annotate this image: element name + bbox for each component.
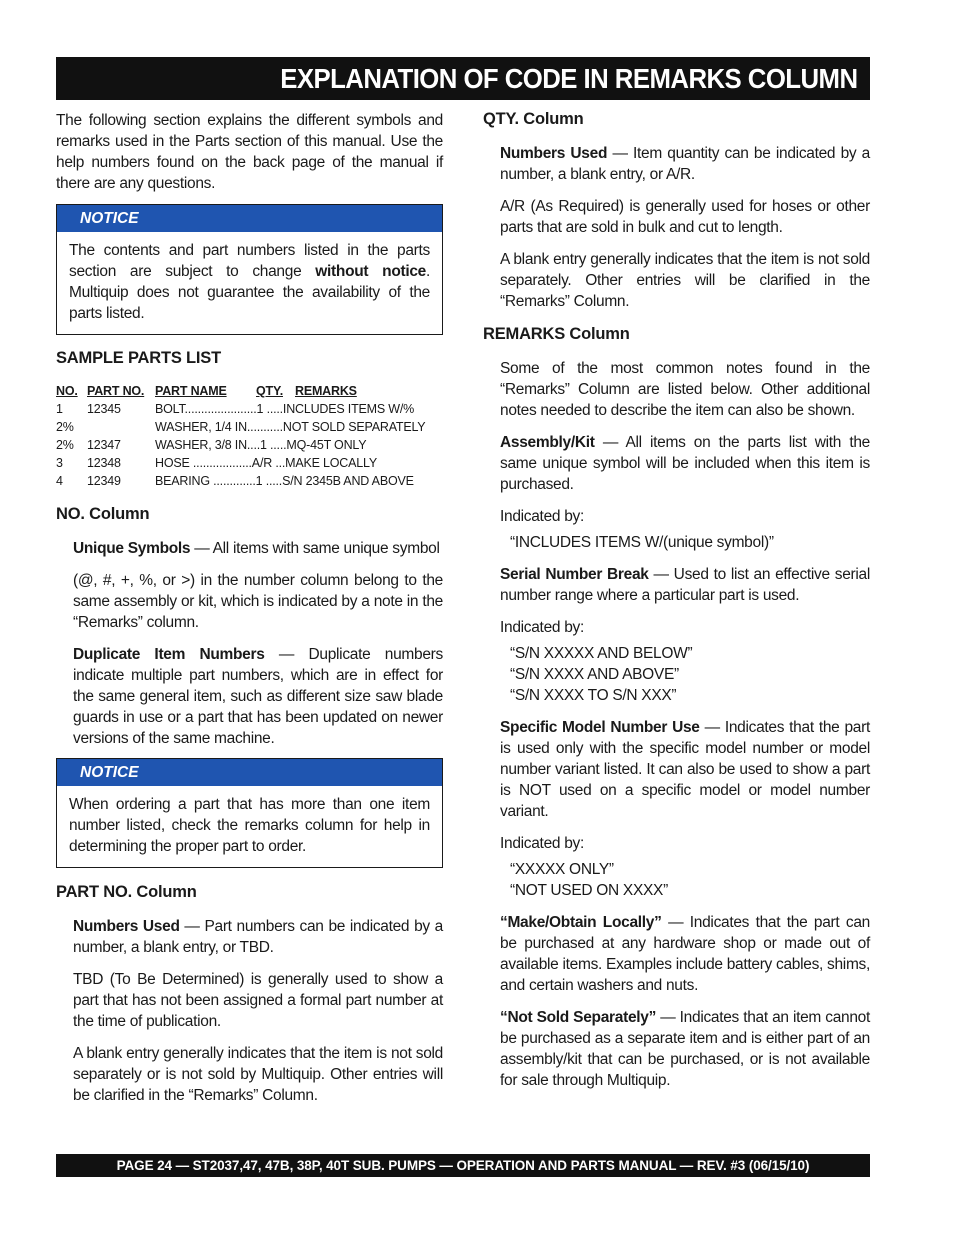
- assembly-example: “INCLUDES ITEMS W/(unique symbol)”: [510, 534, 774, 551]
- model-example: “NOT USED ON XXXX”: [510, 882, 668, 899]
- col-header-remarks: REMARKS: [295, 384, 357, 398]
- table-row: 4 12349 BEARING .............1 .....S/N 2345B AND ABOVE: [56, 474, 414, 488]
- not-sold-separately-paragraph: “Not Sold Separately” — Indicates that an item cannot be purchased as a separate item and is either part of an assembly/kit that can be purchased, or is not available for sale through Multiquip.: [500, 1009, 870, 1089]
- model-example: “XXXXX ONLY”: [510, 861, 614, 878]
- table-row: 1 12345 BOLT......................1 .....INCLUDES ITEMS W/%: [56, 402, 415, 416]
- col-header-part-name: PART NAME: [155, 384, 227, 398]
- table-header-row: [56, 382, 443, 400]
- unique-symbols-paragraph: Unique Symbols — All items with same unique symbol: [73, 540, 440, 557]
- intro-paragraph: The following section explains the different symbols and remarks used in the Parts section of this manual. Use the help numbers found on the back page of the manual if there are any questions.: [56, 112, 443, 192]
- part-numbers-used-paragraph: Numbers Used — Part numbers can be indicated by a number, a blank entry, or TBD.: [73, 918, 443, 956]
- col-header-part-no: PART NO.: [87, 384, 145, 398]
- sample-parts-heading: SAMPLE PARTS LIST: [56, 349, 221, 367]
- notice-label: NOTICE: [57, 759, 442, 786]
- serial-example: “S/N XXXX AND ABOVE”: [510, 666, 679, 683]
- qty-blank-entry-paragraph: A blank entry generally indicates that the item is not sold separately. Other entries will be clarified in the “Remarks” Column.: [500, 251, 870, 310]
- page-footer: PAGE 24 — ST2037,47, 47B, 38P, 40T SUB. PUMPS — OPERATION AND PARTS MANUAL — REV. #3 (06/15/10): [56, 1154, 870, 1177]
- notice-box-contents: [56, 204, 443, 335]
- part-blank-entry-paragraph: A blank entry generally indicates that the item is not sold separately or is not sold by Multiquip. Other entries will be clarified in the “Remarks” Column.: [73, 1045, 443, 1104]
- qty-column-heading: QTY. Column: [483, 110, 584, 128]
- left-column: [56, 110, 443, 1106]
- qty-numbers-used-paragraph: Numbers Used — Item quantity can be indicated by a number, a blank entry, or A/R.: [500, 145, 870, 183]
- page-title-bar: [56, 57, 870, 100]
- notice-text: When ordering a part that has more than one item number listed, check the remarks column for help in determining the proper part to order.: [69, 796, 430, 855]
- make-obtain-locally-paragraph: “Make/Obtain Locally” — Indicates that the part can be purchased at any hardware shop or made out of available items. Examples include battery cables, shims, and certain washers and nuts.: [500, 914, 871, 994]
- notice-box-ordering: [56, 758, 443, 868]
- part-no-column-heading: PART NO. Column: [56, 883, 197, 901]
- specific-model-paragraph: Specific Model Number Use — Indicates that the part is used only with the specific model number or model number variant listed. It can also be used to show a part is NOT used on a specific model or model number variant.: [500, 719, 870, 820]
- symbols-paragraph: (@, #, +, %, or >) in the number column belong to the same assembly or kit, which is indicated by a note in the “Remarks” column.: [73, 572, 443, 631]
- serial-example: “S/N XXXX TO S/N XXX”: [510, 687, 677, 704]
- col-header-no: NO.: [56, 384, 78, 398]
- ar-paragraph: A/R (As Required) is generally used for hoses or other parts that are sold in bulk and cut to length.: [500, 198, 870, 236]
- remarks-intro-paragraph: Some of the most common notes found in the “Remarks” Column are listed below. Other additional notes needed to describe the item can also be shown.: [500, 360, 870, 419]
- table-row: 2% 12347 WASHER, 3/8 IN....1 .....MQ-45T ONLY: [56, 438, 367, 452]
- serial-number-break-paragraph: Serial Number Break — Used to list an effective serial number range where a particular part is used.: [500, 566, 870, 604]
- duplicate-numbers-paragraph: Duplicate Item Numbers — Duplicate numbers indicate multiple part numbers, which are in effect for the same general item, such as different size saw blade guards in use or a part that has been updated on newer versions of the same machine.: [73, 646, 443, 747]
- indicated-by-label: Indicated by:: [500, 835, 584, 852]
- table-row: 3 12348 HOSE ..................A/R ...MAKE LOCALLY: [56, 456, 377, 470]
- right-column: [483, 110, 870, 1091]
- no-column-heading: NO. Column: [56, 505, 150, 523]
- notice-text: The contents and part numbers listed in the parts section are subject to change without notice. Multiquip does not guarantee the availability of the parts listed.: [69, 242, 431, 322]
- indicated-by-label: Indicated by:: [500, 508, 584, 525]
- indicated-by-label: Indicated by:: [500, 619, 584, 636]
- page-title: EXPLANATION OF CODE IN REMARKS COLUMN: [280, 62, 858, 94]
- sample-parts-table: [56, 382, 443, 490]
- serial-example: “S/N XXXXX AND BELOW”: [510, 645, 693, 662]
- remarks-column-heading: REMARKS Column: [483, 325, 630, 343]
- col-header-qty: QTY.: [256, 384, 283, 398]
- table-row: 2% WASHER, 1/4 IN...........NOT SOLD SEPARATELY: [56, 420, 426, 434]
- notice-label: NOTICE: [57, 205, 442, 232]
- tbd-paragraph: TBD (To Be Determined) is generally used to show a part that has not been assigned a formal part number at the time of publication.: [73, 971, 443, 1030]
- assembly-kit-paragraph: Assembly/Kit — All items on the parts list with the same unique symbol will be included when this item is purchased.: [500, 434, 870, 493]
